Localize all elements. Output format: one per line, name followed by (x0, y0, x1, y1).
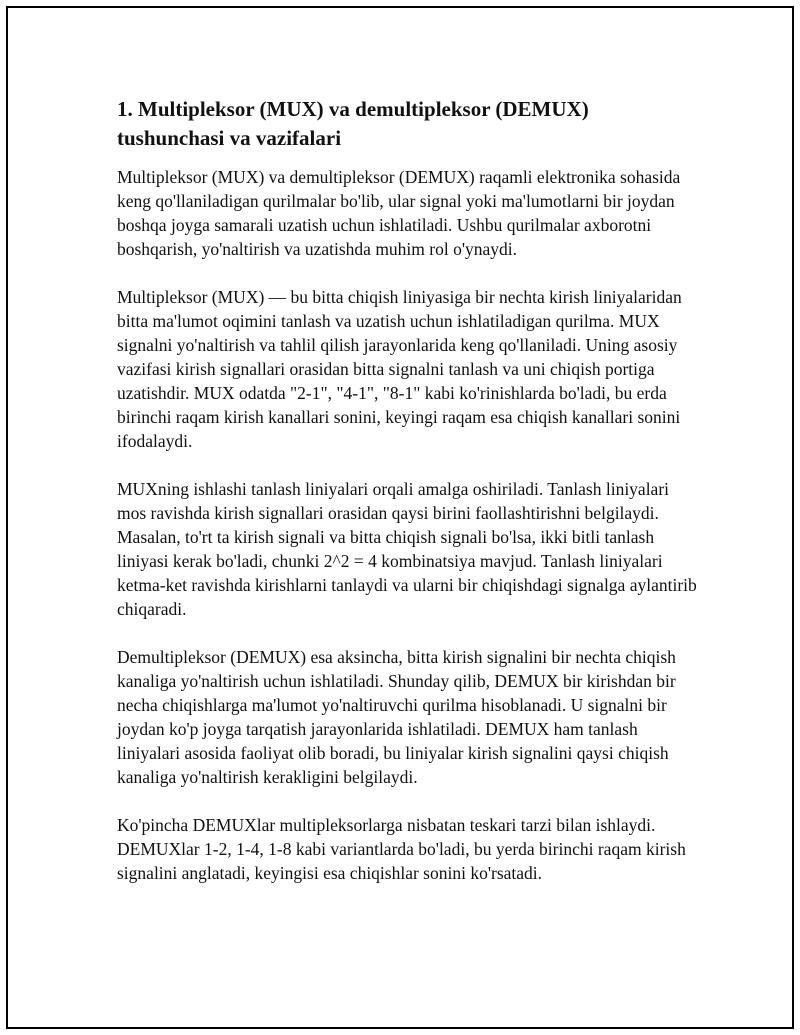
section-heading: 1. Multipleksor (MUX) va demultipleksor (DEMUX) tushunchasi va vazifalari (117, 97, 589, 150)
paragraph-intro: Multipleksor (MUX) va demultipleksor (DEMUX) raqamli elektronika sohasida keng qo'llaniladigan qurilmalar bo'lib, ular signal yoki ma'lumotlarni bir joydan boshqa joyga samarali uzatish uchun ishlatiladi. Ushbu qurilmalar axborotni boshqarish, yo'naltirish va uzatishda muhim rol o'ynaydi. (117, 167, 681, 259)
document-body (117, 95, 697, 909)
paragraph-mux-definition: Multipleksor (MUX) — bu bitta chiqish liniyasiga bir nechta kirish liniyalaridan bitta ma'lumot oqimini tanlash va uzatish uchun ishlatiladigan qurilma. MUX signalni yo'naltirish va tahlil qilish jarayonlarida keng qo'llaniladi. Uning asosiy vazifasi kirish signallari orasidan bitta signalni tanlash va uni chiqish portiga uzatishdir. MUX odatda "2-1", "4-1", "8-1" kabi ko'rinishlarda bo'ladi, bu erda birinchi raqam kirish kanallari sonini, keyingi raqam esa chiqish kanallari sonini ifodalaydi. (117, 287, 682, 451)
paragraph-mux-operation: MUXning ishlashi tanlash liniyalari orqali amalga oshiriladi. Tanlash liniyalari mos ravishda kirish signallari orasidan qaysi birini faollashtirishni belgilaydi. Masalan, to'rt ta kirish signali va bitta chiqish signali bo'lsa, ikki bitli tanlash liniyasi kerak bo'ladi, chunki 2^2 = 4 kombinatsiya mavjud. Tanlash liniyalari ketma-ket ravishda kirishlarni tanlaydi va ularni bir chiqishdagi signalga aylantirib chiqaradi. (117, 479, 697, 619)
paragraph-demux-definition: Demultipleksor (DEMUX) esa aksincha, bitta kirish signalini bir nechta chiqish kanaliga yo'naltirish uchun ishlatiladi. Shunday qilib, DEMUX bir kirishdan bir necha chiqishlarga ma'lumot yo'naltiruvchi qurilma hisoblanadi. U signalni bir joydan ko'p joyga tarqatish jarayonlarida ishlatiladi. DEMUX ham tanlash liniyalari asosida faoliyat olib boradi, bu liniyalar kirish signalini qaysi chiqish kanaliga yo'naltirish kerakligini belgilaydi. (117, 647, 676, 787)
paragraph-demux-variants: Ko'pincha DEMUXlar multipleksorlarga nisbatan teskari tarzi bilan ishlaydi. DEMUXlar 1-2, 1-4, 1-8 kabi variantlarda bo'ladi, bu yerda birinchi raqam kirish signalini anglatadi, keyingisi esa chiqishlar sonini ko'rsatadi. (117, 815, 686, 883)
